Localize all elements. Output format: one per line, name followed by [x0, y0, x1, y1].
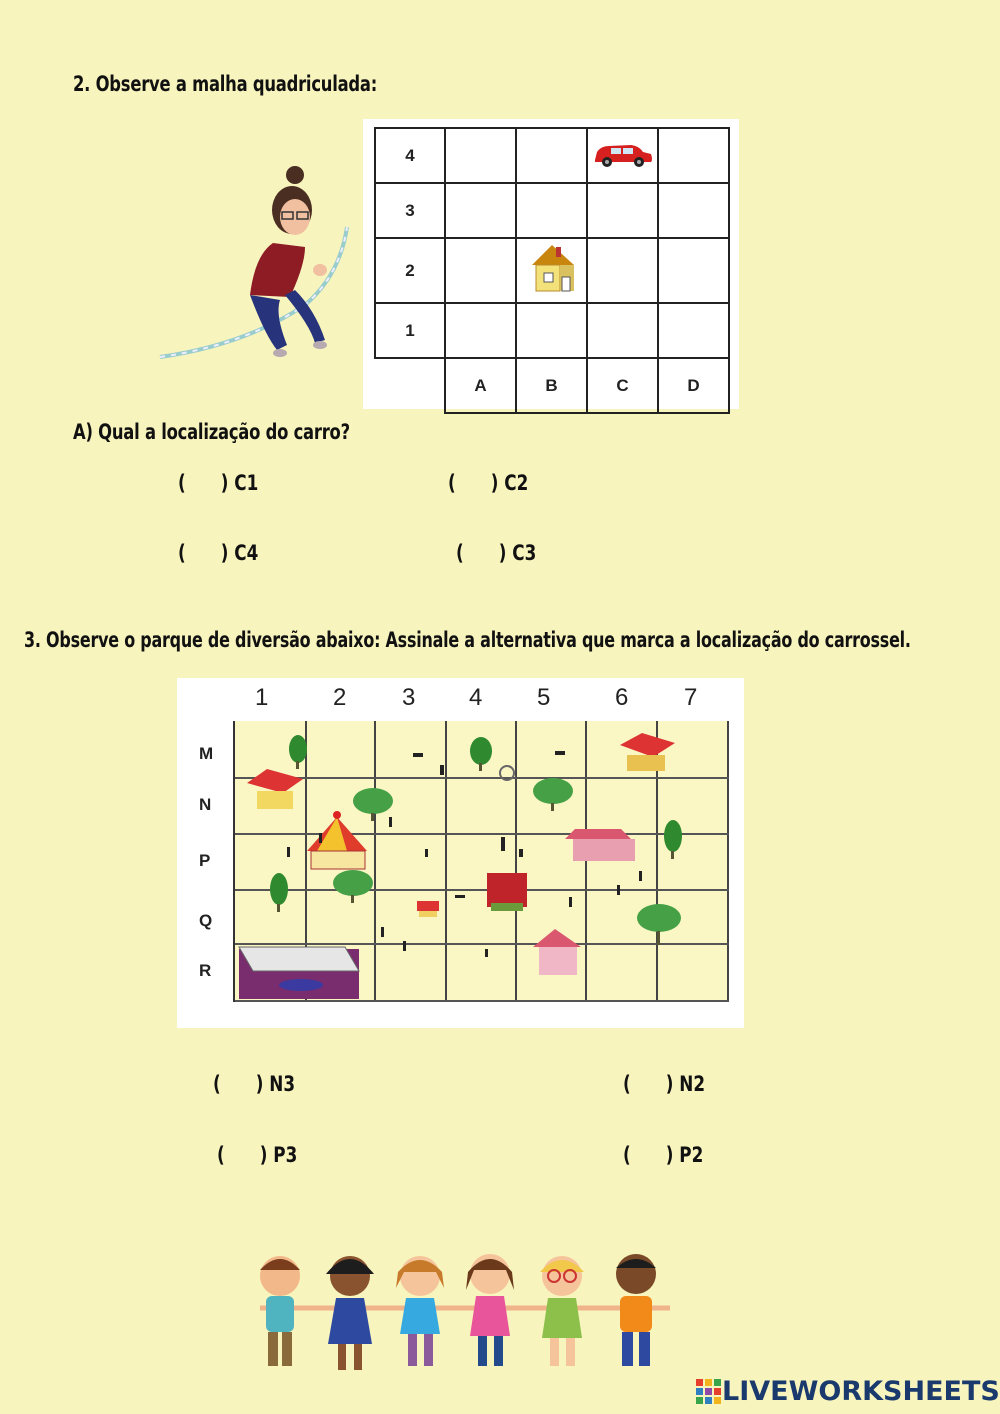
liveworksheets-logo-icon	[696, 1378, 722, 1406]
answer-paren[interactable]: ( )	[623, 1072, 674, 1096]
row-letter: R	[199, 961, 212, 980]
tree-icon	[533, 778, 573, 811]
child-figure	[540, 1256, 584, 1366]
col-number: 5	[537, 684, 551, 711]
question-2-heading: 2. Observe a malha quadriculada:	[73, 72, 378, 96]
tree-icon	[637, 904, 681, 945]
answer-paren[interactable]: ( )	[448, 471, 499, 495]
col-label: A	[445, 358, 516, 413]
child-figure	[326, 1256, 374, 1370]
option-label: P2	[679, 1143, 704, 1167]
col-label: D	[658, 358, 729, 413]
car-icon	[591, 138, 655, 168]
tree-icon	[470, 737, 492, 771]
tree-icon	[333, 870, 373, 903]
option-label: C2	[504, 471, 529, 495]
child-figure	[616, 1254, 656, 1366]
answer-paren[interactable]: ( )	[623, 1143, 674, 1167]
child-figure	[396, 1256, 444, 1366]
tree-icon	[353, 788, 393, 821]
col-number: 7	[684, 684, 698, 711]
col-number: 3	[402, 684, 416, 711]
stand-icon	[417, 901, 439, 917]
col-number: 2	[333, 684, 347, 711]
park-grid-cells	[233, 721, 729, 1002]
house-icon	[533, 929, 581, 975]
option-p2[interactable]	[623, 1143, 703, 1167]
answer-paren[interactable]: ( )	[217, 1143, 268, 1167]
teacher-illustration	[155, 165, 360, 365]
option-label: C1	[234, 471, 259, 495]
park-grid	[177, 678, 744, 1028]
liveworksheets-logo-text: LIVEWORKSHEETS	[722, 1376, 1000, 1407]
car-cell	[587, 128, 658, 183]
house-icon	[487, 873, 527, 911]
house-cell	[516, 238, 587, 303]
col-label: C	[587, 358, 658, 413]
col-label: B	[516, 358, 587, 413]
option-label: C3	[512, 541, 537, 565]
row-label: 2	[375, 238, 445, 303]
children-illustration	[240, 1248, 690, 1378]
tree-icon	[289, 735, 307, 769]
tree-icon	[270, 873, 288, 912]
option-label: C4	[234, 541, 259, 565]
option-p3[interactable]	[217, 1143, 297, 1167]
row-label: 3	[375, 183, 445, 238]
option-n3[interactable]	[213, 1072, 295, 1096]
col-number: 6	[615, 684, 629, 711]
park-illustration	[235, 721, 729, 1002]
option-label: N2	[679, 1072, 706, 1096]
row-label: 4	[375, 128, 445, 183]
option-c4[interactable]	[178, 541, 258, 565]
sandbox-icon	[239, 947, 359, 999]
house-icon	[620, 733, 675, 771]
house-icon	[247, 769, 303, 809]
option-c2[interactable]	[448, 471, 528, 495]
row-label: 1	[375, 303, 445, 358]
tree-icon	[664, 820, 682, 859]
child-figure	[260, 1256, 300, 1366]
coordinate-grid	[363, 119, 739, 409]
house-icon	[565, 829, 635, 861]
row-letter: Q	[199, 911, 213, 930]
col-number: 4	[469, 684, 483, 711]
answer-paren[interactable]: ( )	[178, 471, 229, 495]
col-number: 1	[255, 684, 269, 711]
answer-paren[interactable]: ( )	[456, 541, 507, 565]
answer-paren[interactable]: ( )	[213, 1072, 264, 1096]
question-3-heading: 3. Observe o parque de diversão abaixo: Assinale a alternativa que marca a localização do carrossel.	[24, 628, 911, 652]
row-letter: M	[199, 744, 214, 763]
option-c1[interactable]	[178, 471, 258, 495]
answer-paren[interactable]: ( )	[178, 541, 229, 565]
row-letter: N	[199, 795, 212, 814]
liveworksheets-logo	[696, 1376, 1000, 1407]
option-label: P3	[273, 1143, 298, 1167]
house-icon	[524, 239, 580, 297]
row-letter: P	[199, 851, 211, 870]
option-c3[interactable]	[456, 541, 536, 565]
option-n2[interactable]	[623, 1072, 705, 1096]
option-label: N3	[269, 1072, 296, 1096]
question-a-text: A) Qual a localização do carro?	[73, 420, 350, 444]
carousel-icon	[307, 811, 367, 869]
